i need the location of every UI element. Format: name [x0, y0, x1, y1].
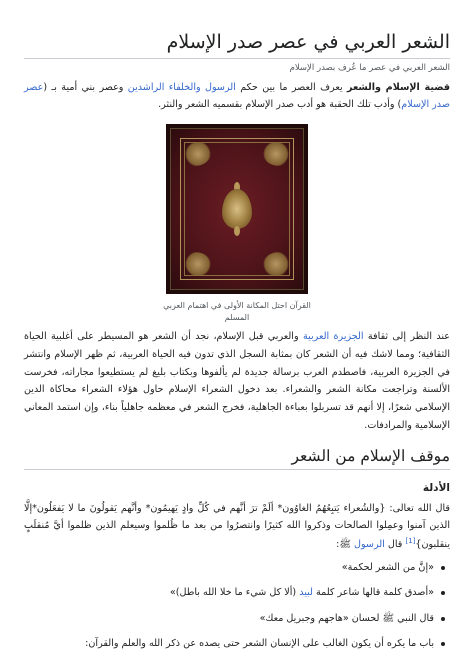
evidence-list — [24, 560, 450, 651]
link-prophet[interactable]: الرسول — [354, 539, 385, 551]
list-item — [24, 611, 434, 626]
section-subheading: الأدلة — [422, 481, 450, 494]
list-item-text: «إنَّ من الشعر لحكمة» — [341, 561, 434, 573]
citation-link[interactable]: [1] — [405, 537, 416, 546]
evidence-paragraph — [24, 500, 450, 554]
intro-text: وعصر بني أمية بـ ( — [43, 81, 128, 93]
intro-bold-lead: قضية الإسلام والشعر — [347, 81, 450, 93]
medallion-pendant — [234, 226, 240, 236]
figure — [162, 124, 312, 324]
list-item — [24, 636, 434, 651]
quran-quote: قال الله تعالى: {والشُعراء يَتبِعُهُمُ الغاوُون* ألَمْ ترَ أنَّهم في كُلِّ وادٍ يَهيمُون* وأنَّهم يَقولُونَ ما لا يَفعَلُون*إلَّا الذين آمنوا وعمِلوا الصالحات وذكروا الله كثيرًا وانتصرُوا من بعد ما ظُلموا وسيعلم الذين ظلموا أيَّ مُنقلَبٍ ينقلبون} — [24, 502, 450, 551]
list-item — [24, 560, 434, 575]
link-early-islam-era[interactable]: عصر صدر الإسلام — [24, 81, 450, 111]
evidence-text: ﷺ: — [336, 539, 354, 551]
link-prophet-caliphs[interactable]: الرسول والخلفاء الراشدين — [127, 81, 236, 93]
list-item-text: (ألا كل شيء ما خلا الله باطل)» — [169, 587, 300, 599]
page-title: الشعر العربي في عصر صدر الإسلام — [24, 30, 450, 59]
corner-ornament — [262, 252, 290, 276]
section-heading: موقف الإسلام من الشعر — [24, 447, 450, 470]
figure-caption: القرآن احتل المكانة الأولى في اهتمام العربي المسلم — [163, 301, 311, 323]
intro-text: ) وأدب تلك الحقبة هو أدب صدر الإسلام بقسميه الشعر والنثر. — [158, 99, 402, 111]
page-subtitle: الشعر العربي في عصر ما عُرف بصدر الإسلام — [289, 62, 450, 73]
intro-paragraph — [24, 79, 450, 114]
ornate-quran-cover-image[interactable] — [166, 124, 308, 294]
link-arabian-peninsula[interactable]: الجزيرة العربية — [302, 331, 364, 343]
paragraph-text: والعربي قبل الإسلام، نجد أن الشعر هو المسيطر على أغلبية الحياة الثقافية؛ ومما لاشك فيه أن الشعر كان بمثابة السجل الذي تدون فيه الحياة العربية، ثم ظهر الإسلام وانتشر في الجزيرة العربية، فاصطدم العرب برسالة جديدة لم يألفوها وبكتاب بليغ لم يستطيعوا مجاراته، فخرست الألسنة وتراجعت مكانة الشعر والشعراء. بعد دخول الشعراء الإسلام حاول هؤلاء الشعراء محاكاة الدين الإسلامي شعرًا، إلا أنهم قد تسربلوا بعباءة الجاهلية، فخرج الشعر في معظمه جاهلياً بناء، وإن استمد المعاني الإسلامية والمرادفات. — [24, 331, 450, 431]
intro-text: يعرف العصر ما بين حكم — [235, 81, 347, 93]
link-labid[interactable]: لبيد — [299, 587, 313, 599]
central-medallion — [222, 189, 252, 229]
list-item-text: «أصدق كلمة قالها شاعر كلمة — [312, 587, 434, 599]
paragraph-culture — [24, 328, 450, 434]
list-item-text: قال النبي ﷺ لحسان «هاجهم وجبريل معك» — [259, 612, 434, 624]
evidence-text: قال — [384, 539, 406, 551]
list-item — [24, 585, 434, 600]
list-item-text: باب ما يكره أن يكون الغالب على الإنسان الشعر حتى يصده عن ذكر الله والعلم والقرآن: — [85, 637, 434, 649]
paragraph-text: عند النظر إلى ثقافة — [363, 331, 450, 343]
